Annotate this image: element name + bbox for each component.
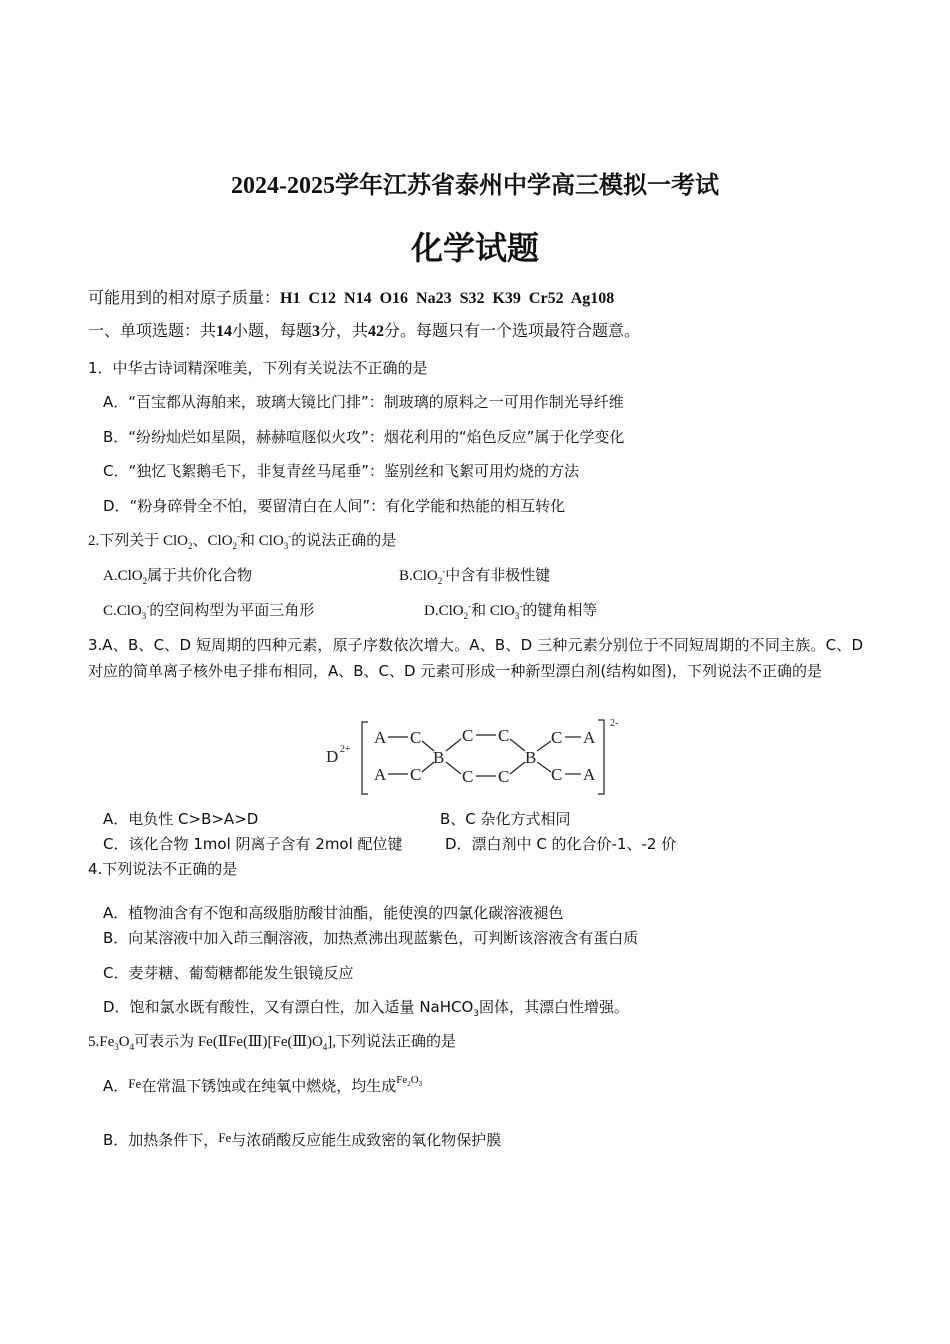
q2-sub-c: 3 [283, 541, 289, 551]
q4-d-p1: D．饱和氯水既有酸性，又有漂白性，加入适量 NaHCO [103, 998, 474, 1016]
q2-sup-b: - [288, 531, 292, 541]
struct-cation-charge: 2+ [340, 744, 351, 755]
q5-a-p2: 在常温下锈蚀或在纯氧中燃烧，均生成 [141, 1077, 397, 1095]
exam-title: 2024-2025学年江苏省泰州中学高三模拟一考试 [231, 173, 719, 199]
fe2o3-fe: Fe [396, 1074, 408, 1086]
q2-b-sub: 2 [437, 576, 443, 586]
fe2o3-2: 2 [407, 1080, 411, 1089]
struct-b2: B [525, 748, 537, 767]
q1-option-b: B．“纷纷灿烂如星陨，赫赫喧豗似火攻”：烟花利用的“焰色反应”属于化学变化 [103, 428, 625, 446]
q5-stem-p3: 可表示为 Fe(ⅡFe(Ⅲ)[Fe(Ⅲ)O [134, 1034, 323, 1050]
atomic-mass-label: 可能用到的相对原子质量： [88, 288, 281, 307]
q2-a-p2: 属于共价化合物 [147, 568, 253, 584]
q2-d-p1: D.ClO [424, 603, 464, 619]
q5-sub-c: 4 [322, 1042, 328, 1052]
q2-sub-a: 2 [188, 541, 193, 551]
q4-d-p2: 固体，其漂白性增强。 [479, 998, 630, 1016]
q5-stem-p2: O [118, 1034, 130, 1050]
q2-option-d [424, 601, 597, 621]
section-mid1: 小题，每题 [232, 321, 313, 340]
q5-a-fe2o3 [396, 1074, 423, 1089]
q2-c-sup: - [146, 601, 150, 611]
struct-bond [446, 762, 461, 774]
q4-d-sub: 3 [473, 1009, 480, 1019]
q2-d-p3: 的键角相等 [522, 603, 598, 619]
struct-a4: A [583, 765, 596, 784]
section-count: 14 [216, 323, 233, 340]
q5-stem-p4: ],下列说法正确的是 [327, 1034, 457, 1050]
q1-option-a: A．“百宝都从海舶来，玻璃大镜比门排”：制玻璃的原料之一可用作制光导纤维 [103, 393, 624, 411]
atomic-mass-line [88, 287, 614, 310]
q2-c-p2: 的空间构型为平面三角形 [149, 603, 315, 619]
q5-a-p1: A． [103, 1077, 129, 1095]
q3-option-d: D．漂白剂中 C 的化合价-1、-2 价 [445, 835, 677, 853]
q5-b-p1: B．加热条件下， [103, 1131, 219, 1149]
q2-stem-p4: 的说法正确的是 [291, 533, 397, 549]
q2-d-sup-a: - [468, 601, 472, 611]
struct-bond [422, 762, 434, 772]
struct-c5: C [462, 767, 474, 786]
struct-right-bracket [598, 720, 604, 794]
section-total: 42 [368, 323, 385, 340]
q5-b-p2: 与浓硝酸反应能生成致密的氧化物保护膜 [231, 1131, 502, 1149]
q2-d-sub-a: 2 [463, 611, 469, 621]
struct-bond [537, 762, 551, 772]
section-suffix: 分。每题只有一个选项最符合题意。 [384, 321, 641, 340]
q1-option-c: C．“独忆飞絮鹅毛下，非复青丝马尾垂”：鉴别丝和飞絮可用灼烧的方法 [103, 462, 580, 480]
fe2o3-o: O [410, 1074, 419, 1086]
q5-option-a [103, 1070, 422, 1096]
q2-d-p2: 和 ClO [471, 603, 515, 619]
section-mid2: 分，共 [320, 321, 369, 340]
q5-stem [88, 1032, 456, 1052]
q2-c-p1: C.ClO [103, 603, 142, 619]
struct-bond [510, 762, 525, 774]
q5-sub-a: 3 [114, 1042, 119, 1052]
q1-stem: 1．中华古诗词精深唯美，下列有关说法不正确的是 [88, 359, 428, 377]
q3-option-b: B、C 杂化方式相同 [440, 810, 571, 828]
q5-stem-p1: 5.Fe [88, 1034, 115, 1050]
q5-option-b [103, 1128, 501, 1150]
struct-c7: C [551, 728, 563, 747]
struct-bond [510, 739, 525, 751]
q2-a-sub: 2 [142, 576, 148, 586]
q3-stem: 3.A、B、C、D 短周期的四种元素，原子序数依次增大。A、B、D 三种元素分别位于不同短周期的不同主族。C、D 对应的简单离子核外电子排布相同，A、B、C、D 元素可形成一种新型漂白剂(结构如图)，下列说法不正确的是 [88, 636, 863, 680]
struct-c1: C [410, 728, 422, 747]
q2-d-sub-b: 3 [514, 611, 520, 621]
struct-a1: A [374, 728, 387, 747]
struct-c2: C [410, 765, 422, 784]
q4-stem: 4.下列说法不正确的是 [88, 860, 238, 878]
q4-option-d [103, 997, 629, 1017]
q4-option-c: C．麦芽糖、葡萄糖都能发生银镜反应 [103, 964, 354, 982]
q1-option-d: D．“粉身碎骨全不怕，要留清白在人间”：有化学能和热能的相互转化 [103, 497, 566, 515]
struct-bond [537, 741, 551, 751]
q5-b-fe: Fe [218, 1130, 232, 1145]
q2-stem [88, 531, 396, 551]
struct-c3: C [462, 726, 474, 745]
q3-structure-diagram [320, 712, 630, 802]
q5-sub-b: 4 [129, 1042, 135, 1052]
section-score-each: 3 [312, 323, 321, 340]
q2-b-p1: B.ClO [399, 568, 438, 584]
struct-c4: C [498, 726, 510, 745]
section-prefix: 一、单项选题：共 [88, 321, 217, 340]
q2-option-a [103, 566, 252, 586]
q2-option-b [399, 566, 550, 586]
q2-sup-a: - [237, 531, 241, 541]
q2-b-p2: 中含有非极性键 [445, 568, 551, 584]
struct-left-bracket [362, 722, 368, 794]
q2-stem-p1: 2.下列关于 ClO [88, 533, 189, 549]
q2-sub-b: 2 [232, 541, 238, 551]
q2-a-p1: A.ClO [103, 568, 143, 584]
struct-c6: C [498, 767, 510, 786]
q2-option-c [103, 601, 314, 621]
subject-title: 化学试题 [410, 229, 539, 267]
struct-a2: A [374, 765, 387, 784]
q3-option-c: C．该化合物 1mol 阴离子含有 2mol 配位键 [103, 835, 403, 853]
q5-a-fe: Fe [128, 1076, 142, 1091]
struct-a3: A [583, 728, 596, 747]
struct-b1: B [433, 748, 445, 767]
struct-bond [422, 741, 434, 751]
atomic-mass-values: H1 C12 N14 O16 Na23 S32 K39 Cr52 Ag108 [280, 290, 615, 307]
q4-option-b: B．向某溶液中加入茚三酮溶液，加热煮沸出现蓝紫色，可判断该溶液含有蛋白质 [103, 929, 639, 947]
struct-bond [446, 739, 461, 751]
q2-d-sup-b: - [519, 601, 523, 611]
fe2o3-3: 3 [418, 1080, 423, 1089]
q2-b-sup: - [442, 566, 446, 576]
struct-cation: D [326, 747, 339, 766]
q2-stem-p3: 和 ClO [240, 533, 284, 549]
struct-c8: C [551, 765, 563, 784]
q2-c-sub: 3 [141, 611, 147, 621]
section-heading [88, 320, 640, 343]
q4-option-a: A．植物油含有不饱和高级脂肪酸甘油酯，能使溴的四氯化碳溶液褪色 [103, 904, 564, 922]
q3-option-a: A．电负性 C>B>A>D [103, 810, 259, 828]
q2-stem-p2: 、ClO [192, 533, 233, 549]
struct-anion-charge: 2- [610, 718, 619, 729]
